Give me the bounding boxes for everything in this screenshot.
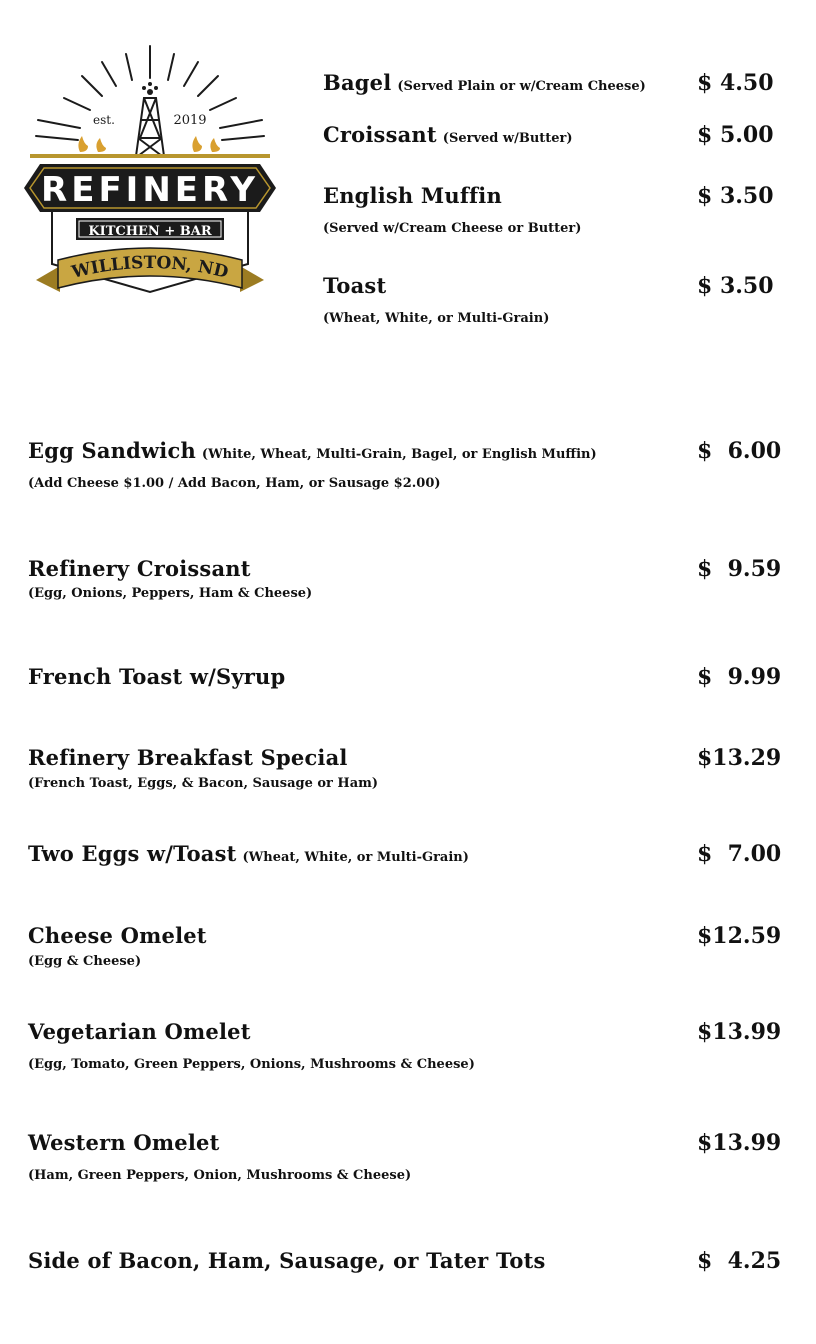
menu-item-western-omelet: Western Omelet <box>28 1130 220 1155</box>
menu-item-english-muffin: English Muffin <box>323 183 502 208</box>
price-english-muffin: $ 3.50 <box>697 183 774 209</box>
menu-item-two-eggs: Two Eggs w/Toast (Wheat, White, or Multi-Grain) <box>28 841 469 866</box>
menu-item-egg-sandwich: Egg Sandwich (White, Wheat, Multi-Grain, Bagel, or English Muffin) <box>28 438 597 463</box>
price-croissant: $ 5.00 <box>697 122 774 148</box>
oil-drops-icon <box>142 82 158 95</box>
menu-item-english-muffin-desc: (Served w/Cream Cheese or Butter) <box>323 221 582 236</box>
logo-tagline: KITCHEN + BAR <box>88 224 212 239</box>
price-toast: $ 3.50 <box>697 273 774 299</box>
oil-derrick-icon <box>136 98 164 156</box>
price-cheese-omelet: $12.59 <box>697 923 782 949</box>
logo-location: WILLISTON, ND <box>69 252 231 283</box>
price-vegetarian-omelet: $13.99 <box>697 1019 782 1045</box>
price-french-toast: $ 9.99 <box>697 664 782 690</box>
menu-item-refinery-croissant-desc: (Egg, Onions, Peppers, Ham & Cheese) <box>28 586 313 601</box>
menu-item-breakfast-special-desc: (French Toast, Eggs, & Bacon, Sausage or Ham) <box>28 776 379 791</box>
menu-item-egg-sandwich-desc: (Add Cheese $1.00 / Add Bacon, Ham, or Sausage $2.00) <box>28 476 441 491</box>
menu-item-toast-desc: (Wheat, White, or Multi-Grain) <box>323 311 550 326</box>
menu-item-cheese-omelet-desc: (Egg & Cheese) <box>28 954 142 969</box>
price-breakfast-special: $13.29 <box>697 745 782 771</box>
refinery-logo <box>22 40 278 312</box>
price-western-omelet: $13.99 <box>697 1130 782 1156</box>
menu-item-western-omelet-desc: (Ham, Green Peppers, Onion, Mushrooms & Cheese) <box>28 1168 412 1183</box>
price-bagel: $ 4.50 <box>697 70 774 96</box>
menu-item-bagel: Bagel (Served Plain or w/Cream Cheese) <box>323 70 646 95</box>
menu-item-breakfast-special: Refinery Breakfast Special <box>28 745 348 770</box>
price-egg-sandwich: $ 6.00 <box>697 438 782 464</box>
menu-item-toast: Toast <box>323 273 387 298</box>
price-refinery-croissant: $ 9.59 <box>697 556 782 582</box>
year-label: 2019 <box>173 113 207 128</box>
menu-item-vegetarian-omelet: Vegetarian Omelet <box>28 1019 251 1044</box>
menu-item-vegetarian-omelet-desc: (Egg, Tomato, Green Peppers, Onions, Mushrooms & Cheese) <box>28 1057 475 1072</box>
menu-item-cheese-omelet: Cheese Omelet <box>28 923 207 948</box>
menu-item-french-toast: French Toast w/Syrup <box>28 664 286 689</box>
price-sides: $ 4.25 <box>697 1248 782 1274</box>
menu-item-sides: Side of Bacon, Ham, Sausage, or Tater Tots <box>28 1248 546 1273</box>
menu-item-croissant: Croissant (Served w/Butter) <box>323 122 573 147</box>
est-label: est. <box>93 113 115 127</box>
menu-item-refinery-croissant: Refinery Croissant <box>28 556 251 581</box>
logo-name: REFINERY <box>41 170 259 210</box>
price-two-eggs: $ 7.00 <box>697 841 782 867</box>
